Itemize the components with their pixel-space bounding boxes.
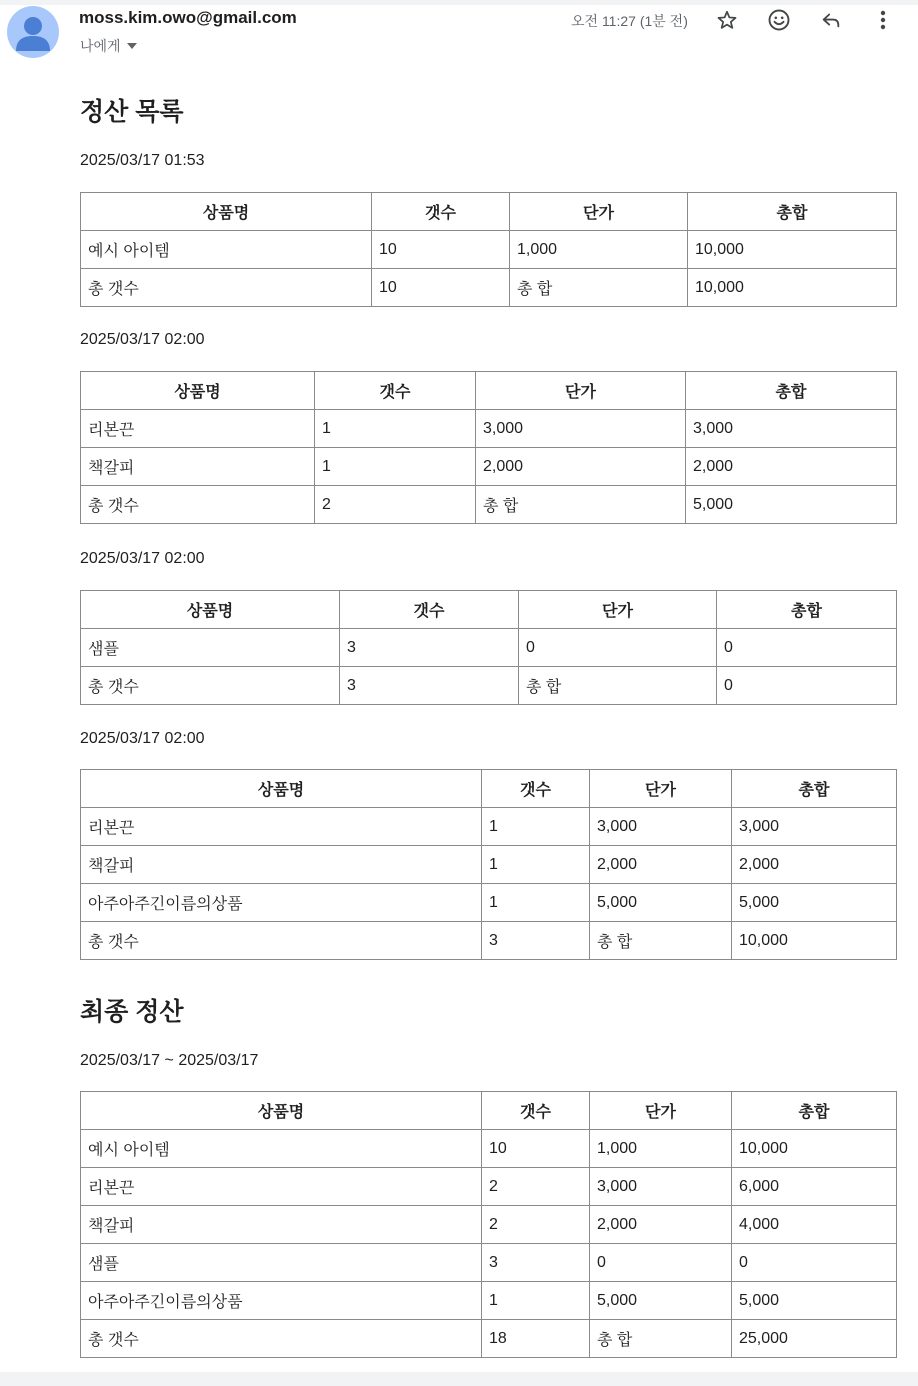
cell-unit-price: 총 합 <box>519 667 717 705</box>
cell-product: 아주아주긴이름의상품 <box>81 1282 482 1320</box>
more-vert-icon <box>880 10 886 30</box>
column-header: 단가 <box>476 372 686 410</box>
more-options-button[interactable] <box>867 4 899 36</box>
cell-total: 4,000 <box>732 1206 897 1244</box>
cell-product: 예시 아이템 <box>81 231 372 269</box>
cell-total: 25,000 <box>732 1320 897 1358</box>
column-header: 갯수 <box>482 770 590 808</box>
cell-quantity: 3 <box>340 629 519 667</box>
cell-unit-price: 3,000 <box>590 808 732 846</box>
cell-quantity: 10 <box>482 1130 590 1168</box>
table-summary-row <box>81 922 897 960</box>
table-header-row <box>81 591 897 629</box>
cell-product: 총 갯수 <box>81 1320 482 1358</box>
table-row <box>81 231 897 269</box>
cell-product: 총 갯수 <box>81 922 482 960</box>
settlement-table <box>80 371 897 524</box>
column-header: 총합 <box>732 770 897 808</box>
column-header: 총합 <box>688 193 897 231</box>
cell-product: 리본끈 <box>81 808 482 846</box>
cell-total: 0 <box>717 629 897 667</box>
column-header: 갯수 <box>340 591 519 629</box>
cell-total: 3,000 <box>732 808 897 846</box>
cell-quantity: 1 <box>482 884 590 922</box>
cell-quantity: 3 <box>340 667 519 705</box>
table-row <box>81 410 897 448</box>
cell-quantity: 2 <box>315 486 476 524</box>
timestamp: 오전 11:27 (1분 전) <box>571 13 688 29</box>
cell-total: 6,000 <box>732 1168 897 1206</box>
table-header-row <box>81 372 897 410</box>
column-header: 갯수 <box>315 372 476 410</box>
cell-product: 샘플 <box>81 629 340 667</box>
column-header: 갯수 <box>482 1092 590 1130</box>
table-row <box>81 1282 897 1320</box>
cell-quantity: 1 <box>315 410 476 448</box>
cell-unit-price: 2,000 <box>476 448 686 486</box>
cell-total: 10,000 <box>732 1130 897 1168</box>
cell-unit-price: 2,000 <box>590 1206 732 1244</box>
table-header-row <box>81 770 897 808</box>
star-icon <box>716 9 738 31</box>
cell-unit-price: 0 <box>519 629 717 667</box>
cell-total: 5,000 <box>686 486 897 524</box>
cell-product: 예시 아이템 <box>81 1130 482 1168</box>
table-date: 2025/03/17 02:00 <box>80 331 205 348</box>
table-summary-row <box>81 269 897 307</box>
chevron-down-icon <box>127 43 137 49</box>
cell-unit-price: 3,000 <box>476 410 686 448</box>
table-row <box>81 448 897 486</box>
table-row <box>81 808 897 846</box>
cell-product: 샘플 <box>81 1244 482 1282</box>
table-summary-row <box>81 486 897 524</box>
reply-icon <box>820 9 842 31</box>
person-icon <box>7 6 59 58</box>
cell-unit-price: 5,000 <box>590 1282 732 1320</box>
table-date: 2025/03/17 01:53 <box>80 152 205 169</box>
table-row <box>81 884 897 922</box>
cell-unit-price: 총 합 <box>476 486 686 524</box>
cell-quantity: 1 <box>315 448 476 486</box>
settlement-table <box>80 769 897 960</box>
cell-unit-price: 5,000 <box>590 884 732 922</box>
bottom-border <box>0 1372 918 1386</box>
sender-email[interactable]: moss.kim.owo@gmail.com <box>79 8 297 27</box>
recipient-label: 나에게 <box>80 38 121 54</box>
column-header: 상품명 <box>81 1092 482 1130</box>
cell-quantity: 10 <box>372 231 510 269</box>
cell-unit-price: 총 합 <box>590 922 732 960</box>
reply-button[interactable] <box>815 4 847 36</box>
cell-quantity: 1 <box>482 846 590 884</box>
table-header-row <box>81 1092 897 1130</box>
cell-unit-price: 0 <box>590 1244 732 1282</box>
emoji-icon <box>767 8 791 32</box>
cell-unit-price: 1,000 <box>590 1130 732 1168</box>
cell-total: 10,000 <box>688 269 897 307</box>
column-header: 단가 <box>510 193 688 231</box>
table-row <box>81 1206 897 1244</box>
column-header: 단가 <box>590 1092 732 1130</box>
cell-total: 2,000 <box>686 448 897 486</box>
cell-quantity: 1 <box>482 808 590 846</box>
cell-quantity: 3 <box>482 922 590 960</box>
cell-total: 5,000 <box>732 884 897 922</box>
final-date-range: 2025/03/17 ~ 2025/03/17 <box>80 1052 259 1069</box>
table-date: 2025/03/17 02:00 <box>80 730 205 747</box>
column-header: 상품명 <box>81 193 372 231</box>
table-summary-row <box>81 667 897 705</box>
table-row <box>81 1130 897 1168</box>
cell-product: 책갈피 <box>81 448 315 486</box>
cell-product: 리본끈 <box>81 1168 482 1206</box>
list-title: 정산 목록 <box>80 98 184 126</box>
cell-total: 0 <box>732 1244 897 1282</box>
table-summary-row <box>81 1320 897 1358</box>
cell-unit-price: 3,000 <box>590 1168 732 1206</box>
cell-product: 책갈피 <box>81 846 482 884</box>
cell-unit-price: 1,000 <box>510 231 688 269</box>
column-header: 갯수 <box>372 193 510 231</box>
settlement-table <box>80 590 897 705</box>
cell-unit-price: 2,000 <box>590 846 732 884</box>
table-row <box>81 1168 897 1206</box>
emoji-reaction-button[interactable] <box>763 4 795 36</box>
cell-unit-price: 총 합 <box>510 269 688 307</box>
cell-product: 총 갯수 <box>81 486 315 524</box>
avatar[interactable] <box>7 6 59 58</box>
column-header: 총합 <box>732 1092 897 1130</box>
cell-total: 10,000 <box>688 231 897 269</box>
cell-quantity: 1 <box>482 1282 590 1320</box>
cell-total: 2,000 <box>732 846 897 884</box>
table-row <box>81 1244 897 1282</box>
cell-total: 10,000 <box>732 922 897 960</box>
column-header: 단가 <box>590 770 732 808</box>
settlement-table <box>80 192 897 307</box>
cell-product: 총 갯수 <box>81 667 340 705</box>
column-header: 상품명 <box>81 770 482 808</box>
cell-quantity: 2 <box>482 1168 590 1206</box>
final-settlement-table <box>80 1091 897 1358</box>
cell-product: 총 갯수 <box>81 269 372 307</box>
table-row <box>81 846 897 884</box>
cell-quantity: 18 <box>482 1320 590 1358</box>
column-header: 상품명 <box>81 372 315 410</box>
star-button[interactable] <box>711 4 743 36</box>
cell-quantity: 10 <box>372 269 510 307</box>
recipient-details[interactable] <box>80 36 137 56</box>
cell-quantity: 2 <box>482 1206 590 1244</box>
cell-quantity: 3 <box>482 1244 590 1282</box>
column-header: 단가 <box>519 591 717 629</box>
cell-total: 0 <box>717 667 897 705</box>
cell-unit-price: 총 합 <box>590 1320 732 1358</box>
cell-product: 리본끈 <box>81 410 315 448</box>
table-date: 2025/03/17 02:00 <box>80 550 205 567</box>
table-row <box>81 629 897 667</box>
column-header: 상품명 <box>81 591 340 629</box>
column-header: 총합 <box>717 591 897 629</box>
cell-product: 아주아주긴이름의상품 <box>81 884 482 922</box>
final-title: 최종 정산 <box>80 998 184 1026</box>
cell-total: 3,000 <box>686 410 897 448</box>
table-header-row <box>81 193 897 231</box>
cell-product: 책갈피 <box>81 1206 482 1244</box>
column-header: 총합 <box>686 372 897 410</box>
cell-total: 5,000 <box>732 1282 897 1320</box>
